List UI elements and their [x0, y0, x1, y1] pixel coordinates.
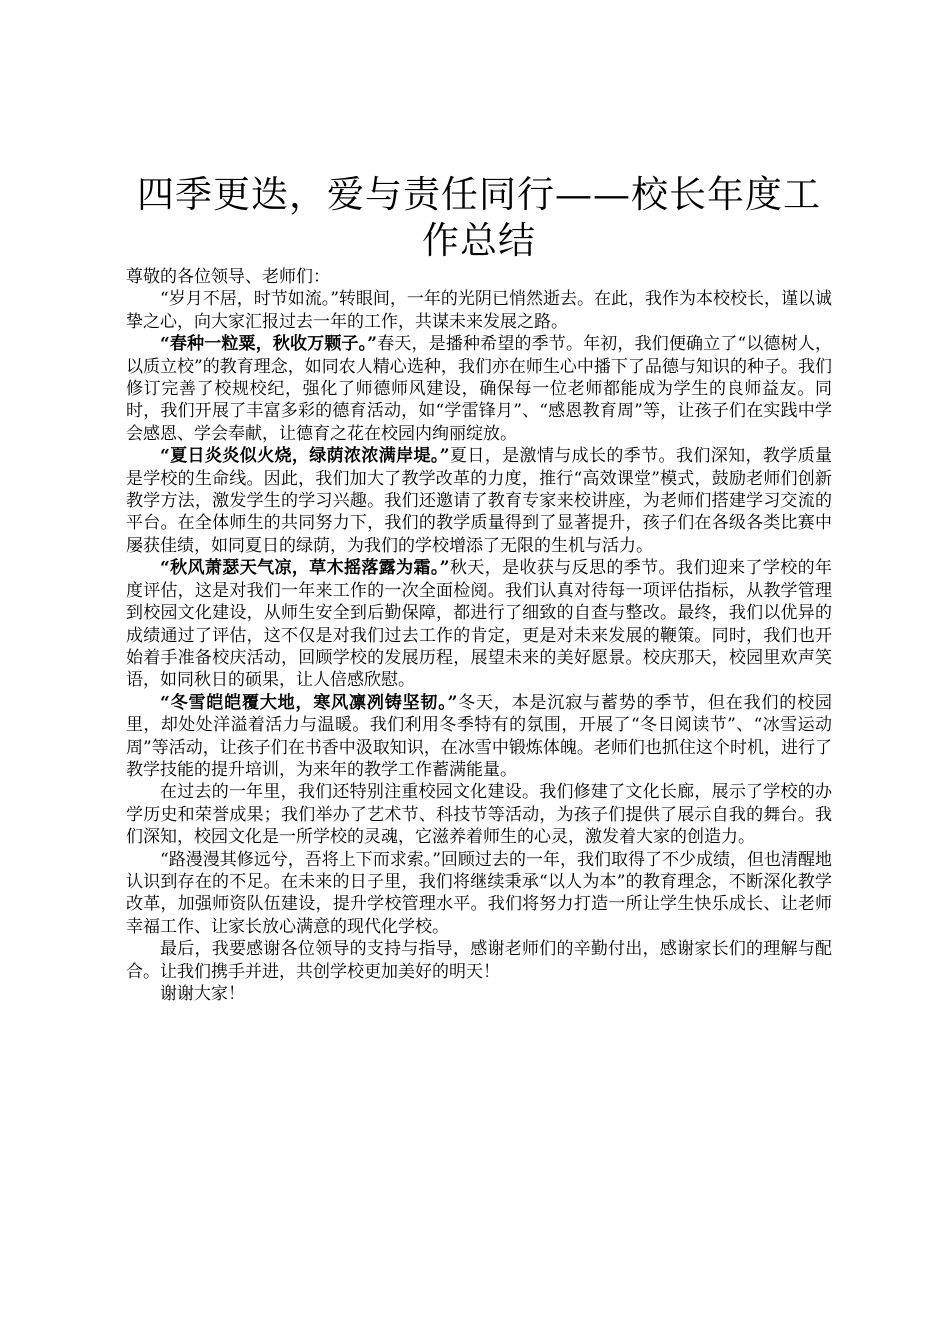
paragraph-text: 夏日，是激情与成长的季节。我们深知，教学质量是学校的生命线。因此，我们加大了教学改革的力度，推行“高效课堂”模式，鼓励老师们创新教学方法，激发学生的学习兴趣。我们还邀请了教育专家来校讲座，为老师们搭建学习交流的平台。在全体师生的共同努力下，我们的教学质量得到了显著提升，孩子们在各级各类比赛中屡获佳绩，如同夏日的绿荫，为我们的学校增添了无限的生机与活力。: [126, 446, 833, 556]
paragraph-text: 秋天，是收获与反思的季节。我们迎来了学校的年度评估，这是对我们一年来工作的一次全面检阅。我们认真对待每一项评估指标，从教学管理到校园文化建设，从师生安全到后勤保障，都进行了细致的自查与整改。最终，我们以优异的成绩通过了评估，这不仅是对我们过去工作的肯定，更是对未来发展的鞭策。同时，我们也开始着手准备校庆活动，回顾学校的发展历程，展望未来的美好愿景。校庆那天，校园里欢声笑语，如同秋日的硕果，让人倍感欣慰。: [126, 558, 833, 691]
document-title: 四季更迭，爱与责任同行——校长年度工作总结: [137, 173, 821, 262]
document-page: [126, 172, 832, 1005]
paragraph-campus-culture: [126, 781, 832, 848]
salutation: 尊敬的各位领导、老师们：: [126, 267, 330, 287]
paragraph-outlook: [126, 849, 832, 939]
paragraph-autumn: [126, 557, 832, 691]
paragraph-spring: [126, 333, 832, 445]
paragraph-lead-quote: “秋风萧瑟天气凉，草木摇落露为霜。”: [160, 558, 450, 579]
paragraph-closing: [126, 983, 832, 1005]
paragraph-text: 最后，我要感谢各位领导的支持与指导，感谢老师们的辛勤付出，感谢家长们的理解与配合。让我们携手并进，共创学校更加美好的明天！: [126, 939, 832, 982]
paragraph-opening: [126, 288, 832, 333]
paragraph-winter: [126, 692, 832, 782]
paragraph-lead-quote: “夏日炎炎似火烧，绿荫浓浓满岸堤。”: [160, 446, 450, 467]
paragraph-thanks: [126, 938, 832, 983]
paragraph-text: “路漫漫其修远兮，吾将上下而求索。”回顾过去的一年，我们取得了不少成绩，但也清醒地认识到存在的不足。在未来的日子里，我们将继续秉承“以人为本”的教育理念，不断深化教学改革，加强师资队伍建设，提升学校管理水平。我们将努力打造一所让学生快乐成长、让老师幸福工作、让家长放心满意的现代化学校。: [126, 849, 832, 937]
paragraph-text: 冬天，本是沉寂与蓄势的季节，但在我们的校园里，却处处洋溢着活力与温暖。我们利用冬季特有的氛围，开展了“冬日阅读节”、“冰雪运动周”等活动，让孩子们在书香中汲取知识，在冰雪中锻炼体魄。老师们也抓住这个时机，进行了教学技能的提升培训，为来年的教学工作蓄满能量。: [126, 692, 832, 780]
paragraph-summer: [126, 445, 832, 557]
paragraph-lead-quote: “春种一粒粟，秋收万颗子。”: [160, 334, 378, 355]
paragraph-text: 春天，是播种希望的季节。年初，我们便确立了“以德树人，以质立校”的教育理念，如同农人精心选种，我们亦在师生心中播下了品德与知识的种子。我们修订完善了校规校纪，强化了师德师风建设，确保每一位老师都能成为学生的良师益友。同时，我们开展了丰富多彩的德育活动，如“学雷锋月”、“感恩教育周”等，让孩子们在实践中学会感恩、学会奉献，让德育之花在校园内绚丽绽放。: [126, 334, 832, 444]
paragraph-lead-quote: “冬雪皑皑覆大地，寒风凛冽铸坚韧。”: [160, 692, 458, 713]
paragraph-text: 在过去的一年里，我们还特别注重校园文化建设。我们修建了文化长廊，展示了学校的办学历史和荣誉成果；我们举办了艺术节、科技节等活动，为孩子们提供了展示自我的舞台。我们深知，校园文化是一所学校的灵魂，它滋养着师生的心灵，激发着大家的创造力。: [126, 782, 832, 848]
paragraph-text: 谢谢大家！: [160, 984, 245, 1004]
paragraph-text: “岁月不居，时节如流。”转眼间，一年的光阴已悄然逝去。在此，我作为本校校长，谨以诚挚之心，向大家汇报过去一年的工作，共谋未来发展之路。: [126, 289, 832, 332]
